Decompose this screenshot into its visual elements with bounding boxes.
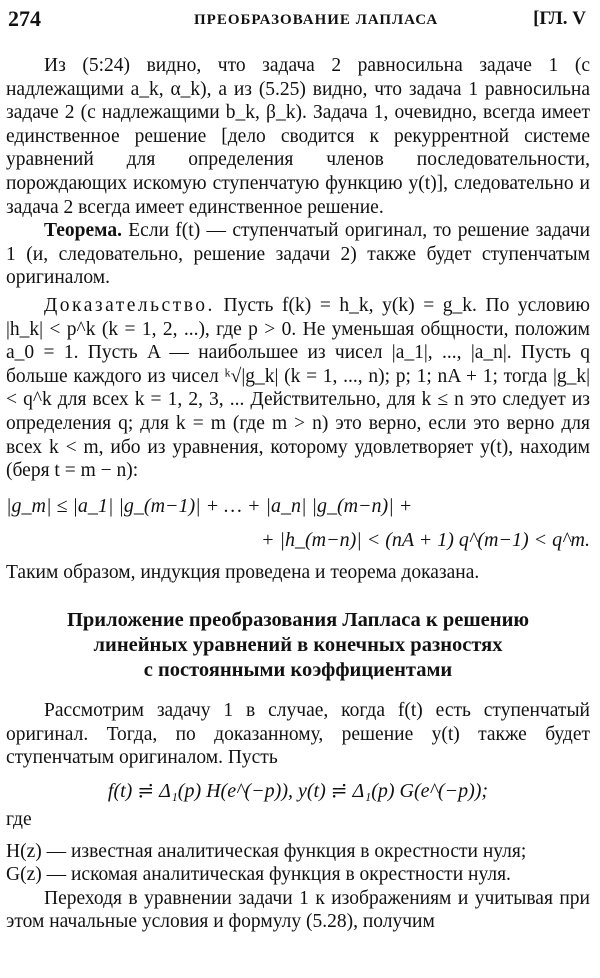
- theorem-text: Если f(t) — ступенчатый оригинал, то решение задачи 1 (и, следовательно, решение задачи 2) также будет ступенчатым оригиналом.: [6, 220, 591, 289]
- proof-paragraph: [6, 294, 590, 483]
- theorem-paragraph: [6, 219, 590, 290]
- paragraph-equivalence: Из (5:24) видно, что задача 2 равносильна задаче 1 (с надлежащими a_k, α_k), а из (5.25) видно, что задача 1 равносильна задаче 2 (с надлежащими b_k, β_k). Задача 1, очевидно, всегда имеет единственное решение [дело сводится к рекуррентной системе уравнений для определения членов последовательности, порождающих искомую ступенчатую функцию y(t)], следовательно и задача 2 всегда имеет единственное решение.: [6, 55, 590, 218]
- conclusion-paragraph: Таким образом, индукция проведена и теорема доказана.: [6, 561, 480, 583]
- where-word: где: [6, 809, 32, 831]
- formula-inequality-line2: + |h_(m−n)| < (nA + 1) q^(m−1) < q^m.: [261, 528, 590, 551]
- formula-images: f(t) ≓ Δ₁(p) H(e^(−p)), y(t) ≓ Δ₁(p) G(e^(−p));: [107, 780, 489, 803]
- definition-H: H(z) — известная аналитическая функция в окрестности нуля;: [6, 840, 527, 862]
- paragraph-transition: Переходя в уравнении задачи 1 к изображениям и учитывая при этом начальные условия и формулу (5.28), получим: [6, 887, 590, 933]
- section-heading: [6, 608, 590, 683]
- chapter-marker: [ГЛ. V: [533, 8, 586, 29]
- section-heading-line-1: Приложение преобразования Лапласа к решению: [66, 609, 530, 632]
- proof-label: Доказательство.: [44, 294, 215, 316]
- proof-text: Пусть f(k) = h_k, y(k) = g_k. По условию |h_k| < p^k (k = 1, 2, ...), где p > 0. Не уменьшая общности, положим a_0 = 1. Пусть A — наибольшее из чисел |a_1|, ..., |a_n|. Пусть q больше каждого из чисел ᵏ√|g_k| (k = 1, ..., n); p; 1; nA + 1; тогда |g_k| < q^k для всех k = 1, 2, 3, ... Действительно, для k ≤ n это следует из определения q; для k = m (где m > n) это верно, если это верно для всех k < m, ибо из уравнения, которому удовлетворяет y(t), находим (беря t = m − n):: [6, 294, 591, 482]
- formula-inequality-line1: |g_m| ≤ |a_1| |g_(m−1)| + … + |a_n| |g_(m−n)| +: [6, 494, 413, 517]
- paragraph-consider: Рассмотрим задачу 1 в случае, когда f(t) есть ступенчатый оригинал. Тогда, по доказанному, решение y(t) также будет ступенчатым оригиналом. Пусть: [6, 700, 590, 769]
- section-heading-line-2: линейных уравнений в конечных разностях: [93, 634, 503, 657]
- section-heading-line-3: с постоянными коэффициентами: [143, 659, 453, 682]
- page-body: [6, 54, 590, 934]
- page-number: 274: [8, 6, 41, 31]
- running-title: ПРЕОБРАЗОВАНИЕ ЛАПЛАСА: [194, 12, 439, 28]
- page-header: [8, 6, 586, 34]
- theorem-label: Теорема.: [44, 220, 122, 242]
- definition-G: G(z) — искомая аналитическая функция в окрестности нуля.: [6, 864, 511, 886]
